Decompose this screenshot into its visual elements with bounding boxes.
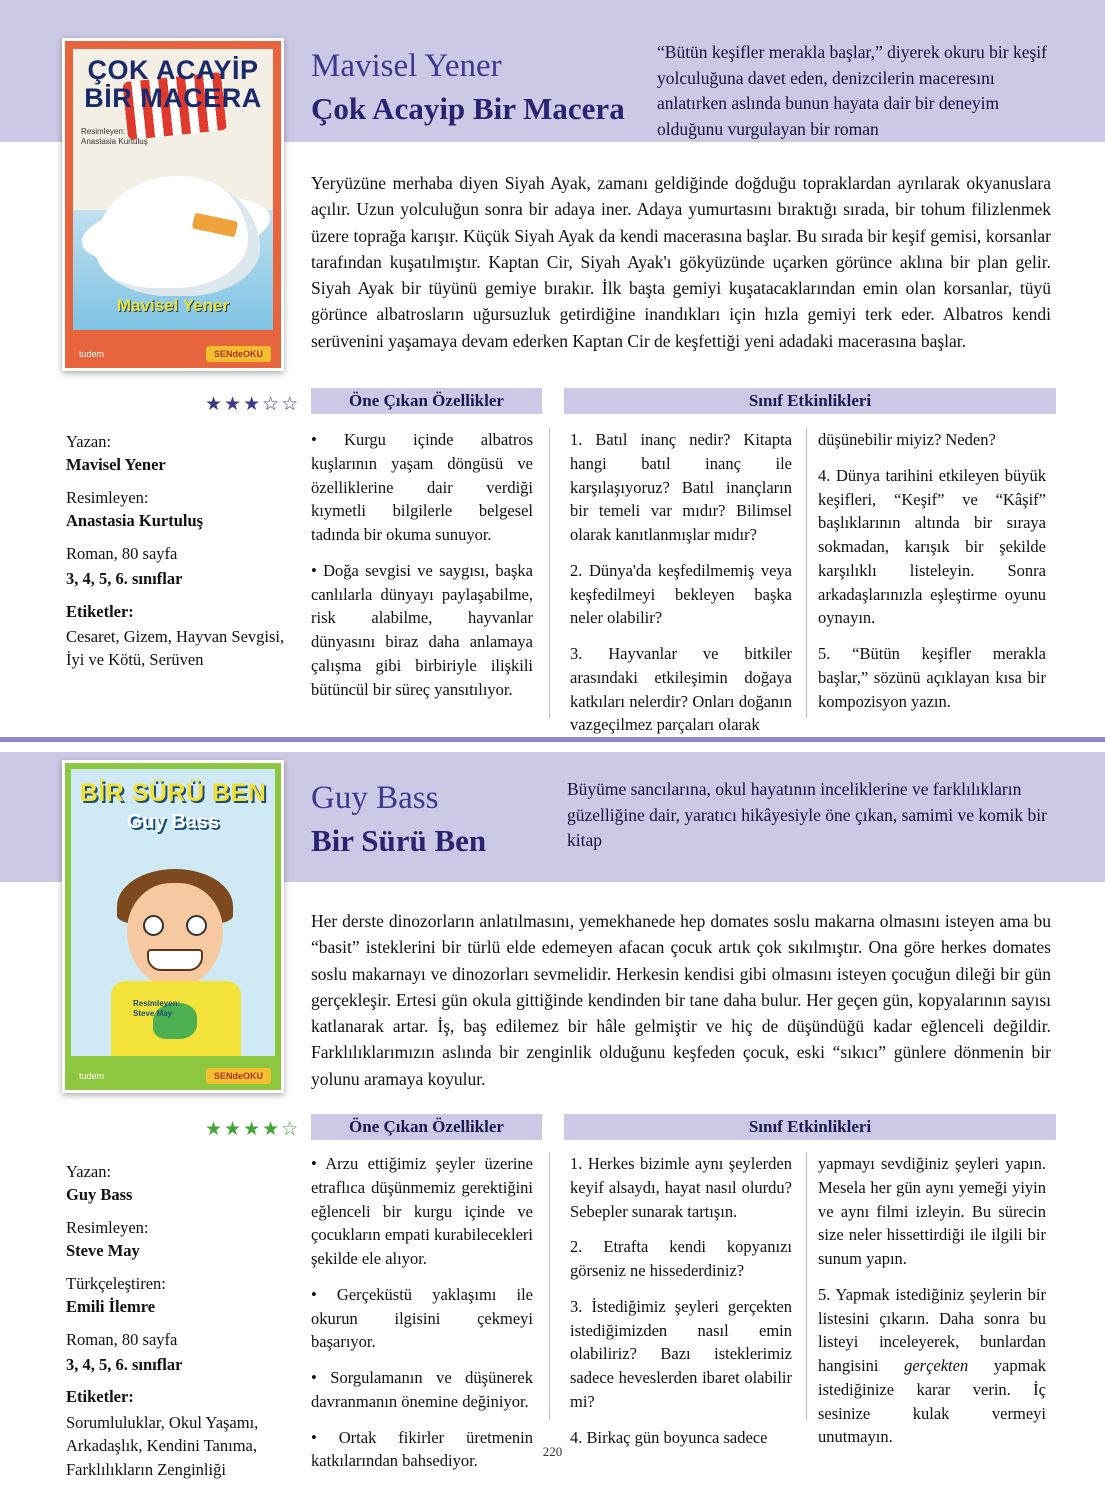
- entry-2-activities-column-2: [818, 1152, 1046, 1461]
- entry-1-book-cover: [62, 38, 284, 371]
- cover-1-title: ÇOK ACAYİP BİR MACERA: [84, 55, 262, 113]
- entry-1-writer: Mavisel Yener: [66, 455, 166, 475]
- cover-2-badge: SENdeOKU: [206, 1068, 271, 1084]
- entry-1-blurb: “Bütün keşifler merakla başlar,” diyerek okuru bir keşif yolculuğuna davet eden, denizcilerin maceresını anlatırken aslında bunun hayata dair bir deneyim olduğunu vurgulayan bir roman: [657, 42, 1047, 140]
- entry-2-activities-column-1: 1. Herkes bizimle aynı şeylerden keyif alsaydı, hayat nasıl olurdu? Sebepler sunarak tartışın. 2. Etrafta kendi kopyanızı görseniz ne hissederdiniz? 3. İstediğimiz şeyleri gerçekten istediğimizden nasıl emin olabiliriz? Bazı isteklerimiz sadece heveslerden ibaret olabilir mi? 4. Birkaç gün boyunca sadece: [570, 1154, 792, 1447]
- entry-1-author-name: Mavisel Yener: [311, 48, 502, 84]
- cover-2-author: Guy Bass: [126, 811, 220, 833]
- entry-1-activities-column-1: 1. Batıl inanç nedir? Kitapta hangi batıl inanç ile karşılaşıyoruz? Batıl inançların bir temeli var mıdır? Bilimsel olarak kanıtlanmışlar mıdır? 2. Dünya'da keşfedilmemiş veya keşfedilmeyi bekleyen başka neler olabilir? 3. Hayvanlar ve bitkiler arasındaki etkileşimin doğaya katkıları nelerdir? Onları doğanın vazgeçilmez parçaları olarak: [570, 430, 792, 735]
- entry-1-rating: ★★★☆☆: [205, 394, 301, 415]
- entry-2-book-cover: [62, 760, 284, 1093]
- entry-1-divider-1: [549, 428, 550, 718]
- cover-1-publisher: tudem: [79, 349, 105, 359]
- entry-2-tags: Sorumluluklar, Okul Yaşamı, Arkadaşlık, Kendini Tanıma, Farklılıkların Zenginliği: [66, 1412, 259, 1479]
- cover-1-author: Mavisel Yener: [116, 296, 230, 315]
- entry-2-summary: Her derste dinozorların anlatılmasını, yemekhanede hep domates soslu makarna olmasını isteyen ama bu “basit” isteklerini bir türlü elde edemeyen afacan çocuk artık çok sıkılmıştır. Ona göre herkes domates soslu makarnayı ve dinozorları sevmelidir. Herkesin kendisi gibi olmasını isteyen çocuğun dileği bir gün gerçekleşir. Ertesi gün okula gittiğinde kendinden bir tane daha bulur. Her geçen gün, kopyalarının sayısı katlanarak artar. İş, baş edilemez bir hâle gelmiştir ve hiç de düşündüğü kadar eğlenceli değildir. Farklılıklarımızın aslında bir zenginlik olduğunu keşfeden çocuk, eski “sıkıcı” günlere dönmenin bir yolunu aramaya koyulur.: [311, 911, 1051, 1089]
- entry-1-activities-heading: Sınıf Etkinlikleri: [564, 388, 1056, 414]
- entry-2-translator-label: Türkçeleştiren:: [66, 1273, 166, 1293]
- entry-1-features-heading: Öne Çıkan Özellikler: [311, 388, 542, 414]
- entry-2-writer: Guy Bass: [66, 1185, 133, 1205]
- entry-1-activities-column-2: düşünebilir miyiz? Neden? 4. Dünya tarihini etkileyen büyük keşifleri, “Keşif” ve “Kâşif” başlıklarının altında bir sıraya sokmadan, karışık bir şekilde karşılıklı listeleyin. Sonra arkadaşlarınızla eşleştirme oyunu oynayın. 5. “Bütün keşifler merakla başlar,” sözünü açıklayan kısa bir kompozisyon yazın.: [818, 430, 1046, 711]
- entry-1-illustrator: Anastasia Kurtuluş: [66, 511, 204, 531]
- entry-1-tags-label: Etiketler:: [66, 601, 134, 621]
- entry-2-features-heading: Öne Çıkan Özellikler: [311, 1114, 542, 1140]
- entry-1-meta: [66, 430, 291, 672]
- cover-1-badge: SENdeOKU: [206, 346, 271, 362]
- entry-2-divider-2: [806, 1152, 807, 1420]
- entry-2-divider-1: [549, 1152, 550, 1420]
- entry-2-blurb: Büyüme sancılarına, okul hayatının inceliklerine ve farklılıkların güzelliğine dair, yaratıcı hikâyesiyle öne çıkan, samimi ve komik bir kitap: [567, 779, 1047, 851]
- section-divider: [0, 737, 1105, 742]
- entry-1-tags: Cesaret, Gizem, Hayvan Sevgisi, İyi ve Kötü, Serüven: [66, 626, 285, 670]
- entry-2-meta: [66, 1160, 291, 1481]
- entry-2-tags-label: Etiketler:: [66, 1387, 134, 1407]
- entry-2-rating: ★★★★☆: [205, 1119, 301, 1140]
- entry-2-activities-heading: Sınıf Etkinlikleri: [564, 1114, 1056, 1140]
- entry-2-writer-label: Yazan:: [66, 1162, 112, 1181]
- activity-para: yapmayı sevdiğiniz şeyleri yapın. Mesela her gün aynı yemeği yiyin ve aynı filmi izleyin. Bu sürecin size neler hissettirdiği ile ilgili bir sunum yapın.: [818, 1154, 1046, 1268]
- entry-2-features-column: • Arzu ettiğimiz şeyler üzerine etraflıca düşünmemiz gerektiğini eğlenceli bir kurgu içinde ve çocukların empati kurabilecekleri şekilde ele alıyor. • Gerçeküstü yaklaşımı ile okurun ilgisini çekmeyi başarıyor. • Sorgulamanın ve düşünerek davranmanın önemine değiniyor. • Ortak fikirler üretmenin katkılarından bahsediyor.: [311, 1154, 533, 1471]
- entry-2-author-name: Guy Bass: [311, 780, 439, 816]
- cover-2-title: BİR SÜRÜ BEN: [79, 779, 267, 807]
- entry-1-book-title: Çok Acayip Bir Macera: [311, 91, 625, 126]
- entry-1-illustrator-label: Resimleyen:: [66, 487, 149, 507]
- cover-2-credits: Resimleyen: Steve May: [133, 999, 181, 1018]
- cover-1-credits: Resimleyen: Anastasia Kurtuluş: [81, 127, 148, 146]
- entry-2-book-title: Bir Sürü Ben: [311, 823, 487, 858]
- page-number: 220: [542, 1444, 563, 1459]
- entry-1-features-column: • Kurgu içinde albatros kuşlarının yaşam döngüsü ve özelliklerine dair verdiği kıymetli bilgilerle belgesel tadında bir okuma sunuyor. • Doğa sevgisi ve saygısı, başka canlılarla dünyayı paylaşabilme, risk alabilme, hayvanlar dünyasını biraz daha anlamaya çalışma gibi birbiriyle ilişkili bütüncül bir süreç yansıtılıyor.: [311, 430, 533, 699]
- entry-2-translator: Emili İlemre: [66, 1297, 156, 1317]
- entry-2-illustrator: Steve May: [66, 1241, 140, 1261]
- entry-2-format: Roman, 80 sayfa: [66, 1329, 178, 1349]
- entry-1-divider-2: [806, 428, 807, 718]
- entry-1-format: Roman, 80 sayfa: [66, 543, 178, 563]
- entry-1-summary: Yeryüzüne merhaba diyen Siyah Ayak, zamanı geldiğinde doğduğu topraklardan ayrılarak okyanuslara açılır. Uzun yolculuğun sonra bir adaya iner. Adaya yumurtasını bıraktığı sırada, bir tohum filizlenmek üzere toprağa karışır. Küçük Siyah Ayak da kendi macerasına başlar. Bu sırada bir keşif gemisi, korsanlar tarafından kuşatılmıştır. Kaptan Cir, Siyah Ayak'ı gökyüzünde uçarken görünce aklına bir plan gelir. Siyah Ayak bir tüyünü gemiye bırakır. İlk başta gemiyi kuşatacaklarından emin olan korsanlar, tüyü görünce albatrosların uğursuzluk getirdiğine inandıkları için hızla gemiyi terk eder. Albatros kendi serüvenini yaşamaya devam ederken Kaptan Cir de keşfettiği yeni adadaki macerasına başlar.: [311, 173, 1051, 351]
- entry-2-grades: 3, 4, 5, 6. sınıflar: [66, 1354, 183, 1374]
- activity-para: 5. Yapmak istediğiniz şeylerin bir listesini çıkarın. Daha sonra bu listeyi inceleyerek, bunlardan hangisini gerçekten yapmak istediğinize karar verin. İç sesinize kulak vermeyi unutmayın.: [818, 1284, 1047, 1447]
- entry-1-grades: 3, 4, 5, 6. sınıflar: [66, 569, 183, 589]
- cover-2-publisher: tudem: [79, 1071, 105, 1081]
- entry-2-illustrator-label: Resimleyen:: [66, 1217, 149, 1237]
- entry-1-writer-label: Yazan:: [66, 432, 112, 451]
